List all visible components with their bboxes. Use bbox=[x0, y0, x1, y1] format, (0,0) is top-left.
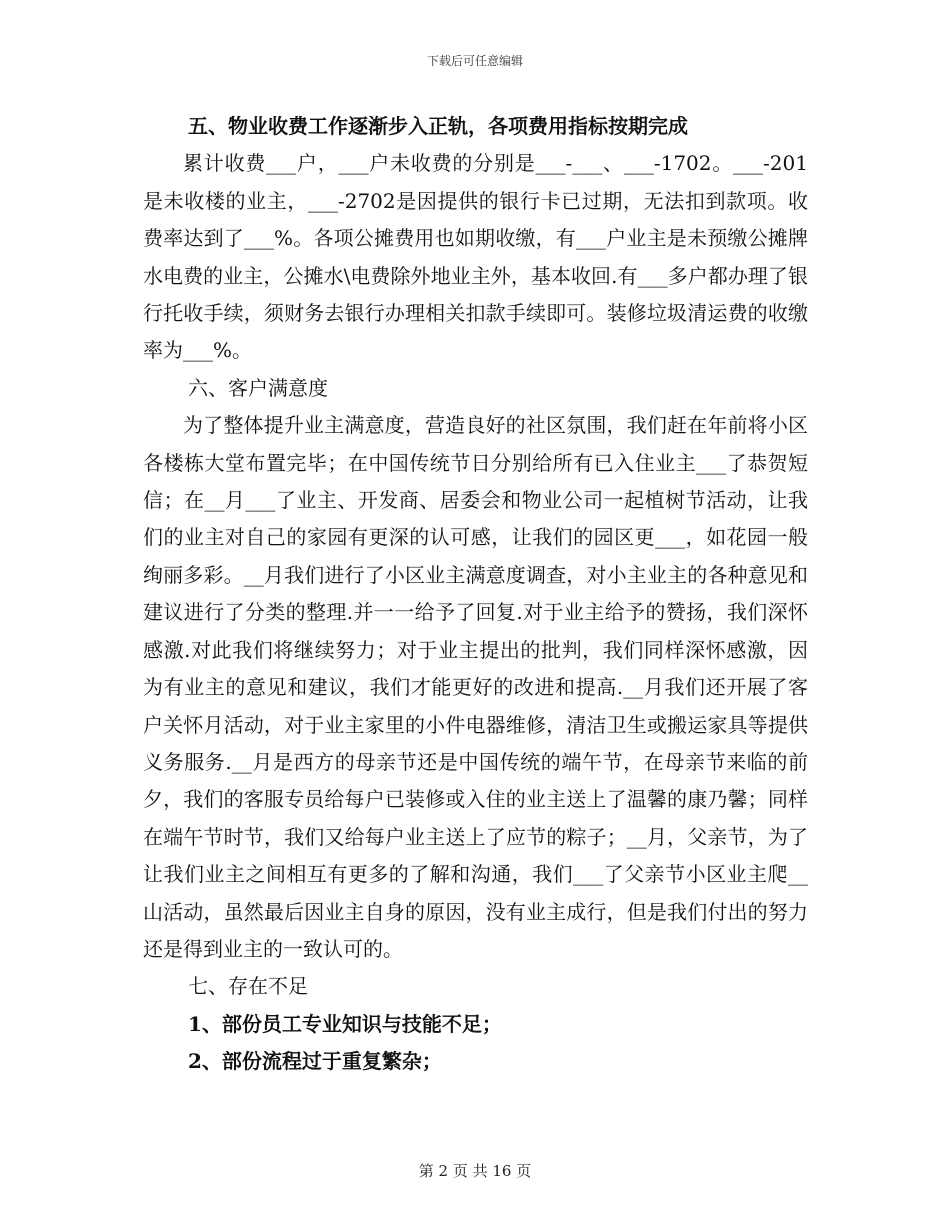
page-header-note: 下载后可任意编辑 bbox=[426, 54, 523, 68]
section-7-item-1: 1、部份员工专业知识与技能不足； bbox=[188, 1011, 502, 1036]
document-body bbox=[143, 108, 808, 1081]
page-footer: 第 2 页 共 16 页 bbox=[418, 1162, 532, 1180]
section-7-heading: 七、存在不足 bbox=[188, 974, 308, 999]
section-5-paragraph: 累计收费___户，___户未收费的分别是___-___、___-1702。___-201是未收楼的业主，___-2702是因提供的银行卡已过期，无法扣到款项。收费率达到了___%。各项公摊费用也如期收缴，有___户业主是未预缴公摊牌水电费的业主，公摊水\电费除外地业主外，基本收回.有___多户都办理了银行托收手续，须财务去银行办理相关扣款手续即可。装修垃圾清运费的收缴率为___%。 bbox=[143, 151, 808, 363]
section-6-paragraph: 为了整体提升业主满意度，营造良好的社区氛围，我们赶在年前将小区各楼栋大堂布置完毕；在中国传统节日分别给所有已入住业主___了恭贺短信；在__月___了业主、开发商、居委会和物业公司一起植树节活动，让我们的业主对自己的家园有更深的认可感，让我们的园区更___，如花园一般绚丽多彩。__月我们进行了小区业主满意度调查，对小主业主的各种意见和建议进行了分类的整理.并一一给予了回复.对于业主给予的赞扬，我们深怀感激.对此我们将继续努力；对于业主提出的批判，我们同样深怀感激，因为有业主的意见和建议，我们才能更好的改进和提高.__月我们还开展了客户关怀月活动，对于业主家里的小件电器维修，清洁卫生或搬运家具等提供义务服务.__月是西方的母亲节还是中国传统的端午节，在母亲节来临的前夕，我们的客服专员给每户已装修或入住的业主送上了温馨的康乃馨；同样在端午节时节，我们又给每户业主送上了应节的粽子；__月，父亲节，为了让我们业主之间相互有更多的了解和沟通，我们___了父亲节小区业主爬__山活动，虽然最后因业主自身的原因，没有业主成行，但是我们付出的努力还是得到业主的一致认可的。 bbox=[143, 413, 808, 961]
section-5-heading: 五、物业收费工作逐渐步入正轨，各项费用指标按期完成 bbox=[188, 114, 688, 138]
section-7-item-2: 2、部份流程过于重复繁杂； bbox=[188, 1049, 442, 1074]
section-6-heading: 六、客户满意度 bbox=[188, 375, 328, 400]
